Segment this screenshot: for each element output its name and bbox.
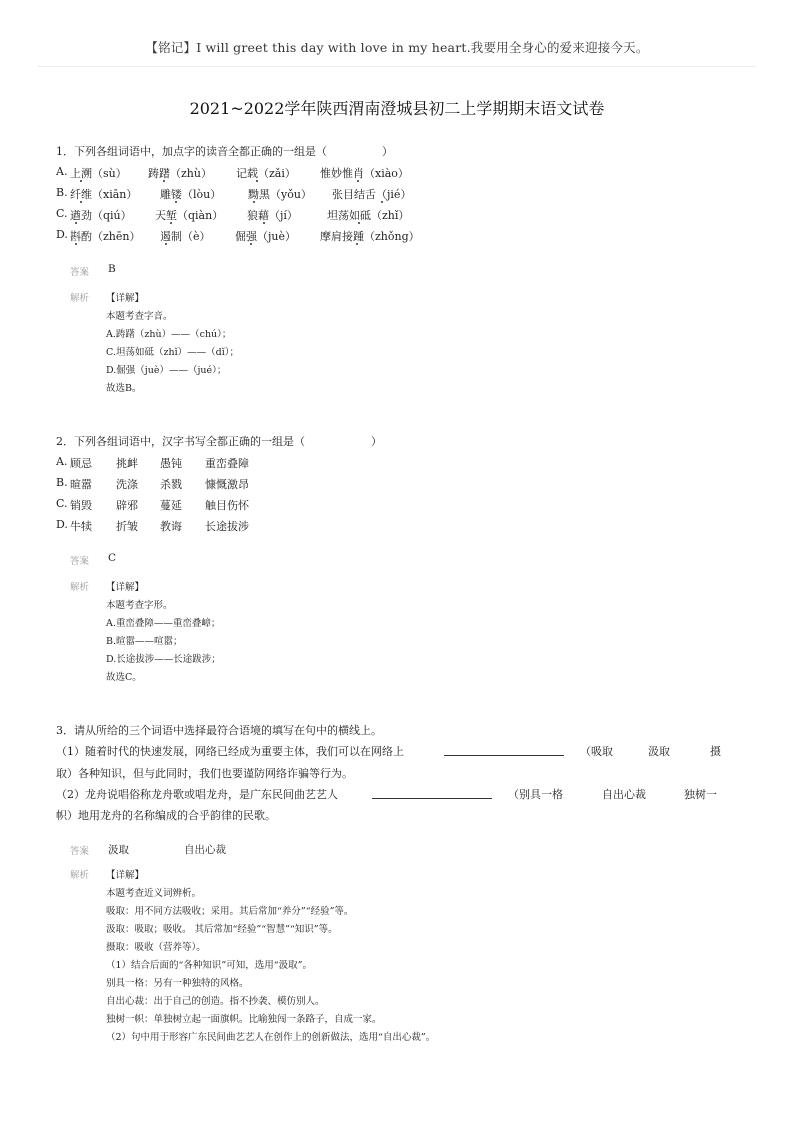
answer-label: 答案 — [70, 846, 90, 857]
q3-blank-1 — [444, 755, 564, 756]
q2-option-item: 顾忌 — [70, 457, 92, 470]
explanation-line: 故选C。 — [106, 672, 142, 683]
q1-option-item: 遒劲（qiú） — [70, 209, 132, 222]
q1-option-item: 纤维（xiān） — [70, 188, 138, 201]
explanation-line: A.重峦叠障——重峦叠嶂； — [106, 618, 221, 629]
q2-option-item: 慷慨激昂 — [205, 478, 249, 491]
analysis-label: 解析 — [70, 293, 90, 304]
q1-option-letter: D. — [56, 228, 68, 241]
emphasis-dot — [75, 222, 77, 224]
q3-sentence-2: （2）龙舟说唱俗称龙舟歌或唱龙舟，是广东民间曲艺艺人 — [56, 788, 338, 801]
emphasis-dot — [163, 180, 165, 182]
detail-label: 【详解】 — [106, 582, 145, 593]
analysis-label: 解析 — [70, 582, 90, 593]
q3-choice: 自出心裁 — [602, 788, 646, 801]
q1-option-item: 张目结舌（jié） — [332, 188, 412, 201]
q3-answer-2: 自出心裁 — [184, 844, 226, 856]
q1-option-item: 天堑（qiàn） — [155, 209, 224, 222]
q3-choice: 摄 — [710, 745, 721, 758]
emphasis-dot — [250, 243, 252, 245]
explanation-line: B.暄嚣——喧嚣； — [106, 636, 183, 647]
emphasis-dot — [256, 180, 258, 182]
explanation-line: C.坦荡如砥（zhǐ）——（dǐ）； — [106, 347, 239, 358]
q2-option-item: 愚钝 — [160, 457, 182, 470]
emphasis-dot — [381, 201, 383, 203]
q2-option-item: 暄嚣 — [70, 478, 92, 491]
explanation-line: 本题考查近义词辨析。 — [106, 888, 202, 899]
emphasis-dot — [357, 180, 359, 182]
q2-option-item: 蔓延 — [160, 499, 182, 512]
q2-option-item: 触目伤怀 — [205, 499, 249, 512]
q3-choice: （别具一格 — [508, 788, 563, 801]
q1-option-item: 遏制（è） — [160, 230, 211, 243]
emphasis-dot — [356, 243, 358, 245]
explanation-line: 吸取：用不同方法吸收；采用。其后常加“养分”“经验”等。 — [106, 906, 354, 917]
q3-choice: （吸取 — [580, 745, 613, 758]
emphasis-dot — [165, 243, 167, 245]
q2-option-item: 长途拔涉 — [205, 520, 249, 533]
q2-option-item: 杀戮 — [160, 478, 182, 491]
answer-label: 答案 — [70, 267, 90, 278]
q3-sentence-1-cont: 取）各种知识，但与此同时，我们也要谨防网络诈骗等行为。 — [56, 767, 353, 780]
answer-label: 答案 — [70, 556, 90, 567]
q2-answer: C — [108, 552, 117, 564]
explanation-line: 本题考查字音。 — [106, 311, 173, 322]
header-divider — [38, 66, 756, 67]
q2-option-letter: D. — [56, 518, 68, 531]
q1-answer: B — [108, 263, 116, 275]
detail-label: 【详解】 — [106, 870, 145, 881]
detail-label: 【详解】 — [106, 293, 145, 304]
q3-choice: 独树一 — [684, 788, 717, 801]
q2-option-letter: B. — [56, 476, 68, 489]
q1-option-item: 黝黑（yǒu） — [248, 188, 312, 201]
q2-option-item: 牛犊 — [70, 520, 92, 533]
emphasis-dot — [175, 201, 177, 203]
q2-option-letter: C. — [56, 497, 68, 510]
q1-option-letter: C. — [56, 207, 68, 220]
q1-option-item: 坦荡如砥（zhǐ） — [327, 209, 410, 222]
q1-option-item: 踌躇（zhù） — [148, 167, 212, 180]
q3-stem: 3．请从所给的三个词语中选择最符合语境的填写在句中的横线上。 — [56, 724, 382, 737]
emphasis-dot — [263, 222, 265, 224]
q3-sentence-2-cont: 帜）地用龙舟的名称编成的合乎韵律的民歌。 — [56, 809, 276, 822]
emphasis-dot — [80, 180, 82, 182]
q1-option-item: 狼藉（jí） — [247, 209, 298, 222]
q1-option-item: 记载（zǎi） — [236, 167, 296, 180]
explanation-line: 摄取：吸收（营养等）。 — [106, 942, 206, 953]
analysis-label: 解析 — [70, 870, 90, 881]
explanation-line: 自出心裁：出于自己的创造。指不抄袭、模仿别人。 — [106, 996, 325, 1007]
motto-header: 【铭记】I will greet this day with love in my heart.我要用全身心的爱来迎接今天。 — [145, 40, 649, 55]
q2-stem: 2．下列各组词语中，汉字书写全都正确的一组是（ ） — [56, 435, 382, 448]
explanation-line: A.踌躇（zhù）——（chú）； — [106, 329, 232, 340]
q2-option-letter: A. — [56, 455, 68, 468]
emphasis-dot — [358, 222, 360, 224]
q2-option-item: 辟邪 — [116, 499, 138, 512]
q2-option-item: 折皱 — [116, 520, 138, 533]
q3-sentence-1: （1）随着时代的快速发展，网络已经成为重要主体，我们可以在网络上 — [56, 745, 404, 758]
explanation-line: 汲取：吸取；吸收。 其后常加“经验”“智慧”“知识”等。 — [106, 924, 338, 935]
explanation-line: D.倔强（juè）——（jué）； — [106, 365, 227, 376]
q2-option-item: 重峦叠障 — [205, 457, 249, 470]
explanation-line: 故选B。 — [106, 383, 142, 394]
q1-option-item: 摩肩接踵（zhǒng） — [320, 230, 420, 243]
explanation-line: （2）句中用于形容广东民间曲艺艺人在创作上的创新做法，选用“自出心裁”。 — [106, 1032, 436, 1043]
q1-option-letter: A. — [56, 165, 68, 178]
emphasis-dot — [75, 243, 77, 245]
q3-answer-1: 汲取 — [108, 844, 129, 856]
explanation-line: （1）结合后面的“各种知识”可知，选用“汲取”。 — [106, 960, 312, 971]
emphasis-dot — [80, 201, 82, 203]
explanation-line: 独树一帜：单独树立起一面旗帜。比喻独闯一条路子，自成一家。 — [106, 1014, 382, 1025]
q1-option-item: 倔强（juè） — [235, 230, 297, 243]
exam-title: 2021~2022学年陕西渭南澄城县初二上学期期末语文试卷 — [189, 99, 605, 118]
q1-option-item: 斟酌（zhēn） — [70, 230, 141, 243]
q2-option-item: 挑衅 — [116, 457, 138, 470]
q3-choice: 汲取 — [648, 745, 670, 758]
q1-option-letter: B. — [56, 186, 68, 199]
explanation-line: 别具一格：另有一种独特的风格。 — [106, 978, 249, 989]
q1-option-item: 惟妙惟肖（xiào） — [320, 167, 409, 180]
emphasis-dot — [253, 201, 255, 203]
q1-stem: 1．下列各组词语中，加点字的读音全都正确的一组是（ ） — [56, 145, 393, 158]
q1-option-item: 雕镂（lòu） — [160, 188, 222, 201]
explanation-line: 本题考查字形。 — [106, 600, 173, 611]
emphasis-dot — [170, 222, 172, 224]
q2-option-item: 洗涤 — [116, 478, 138, 491]
q2-option-item: 销毁 — [70, 499, 92, 512]
explanation-line: D.长途拔涉——长途跋涉； — [106, 654, 221, 665]
q3-blank-2 — [372, 798, 492, 799]
q2-option-item: 教诲 — [160, 520, 182, 533]
q1-option-item: 上溯（sù） — [70, 167, 127, 180]
